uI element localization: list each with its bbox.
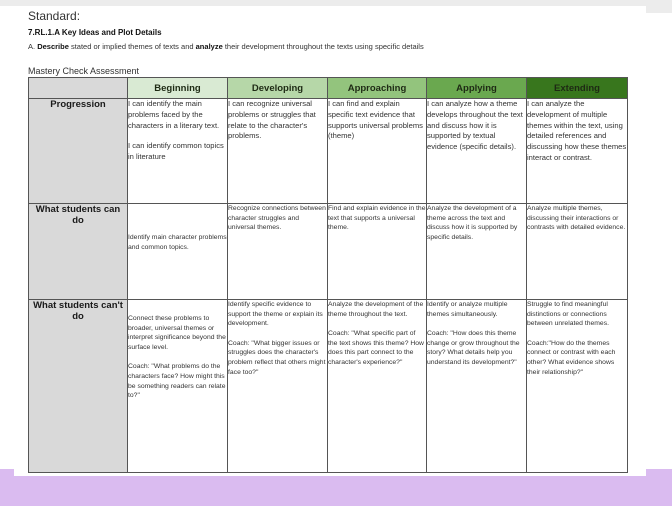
cell-text: I can analyze the development of multiple themes within the text, using detailed references and discussing how these themes interact or contrast. — [527, 99, 627, 162]
cell-text: I can analyze how a theme develops throughout the text and discuss how it is supported by textual evidence (specific details). — [427, 99, 523, 152]
cell-cant-do-approaching — [328, 300, 427, 473]
cell-text: Find and explain evidence in the text that supports a universal theme. — [328, 205, 426, 232]
description-verb-describe: Describe — [37, 42, 69, 51]
column-header-approaching: Approaching — [328, 78, 427, 99]
column-header-beginning: Beginning — [128, 78, 228, 99]
cell-progression-extending — [527, 99, 628, 204]
coach-prompt: Coach: "What bigger issues or struggles does the character's problem reflect that others might face too?" — [228, 339, 326, 376]
cell-can-do-developing — [228, 204, 328, 300]
description-end: their development throughout the texts using specific details — [224, 42, 424, 51]
column-header-developing: Developing — [228, 78, 328, 99]
cell-progression-approaching — [328, 99, 427, 204]
mastery-rubric-table — [28, 77, 628, 473]
cell-text: I can recognize universal problems or struggles that relate to the character's problems. — [228, 99, 316, 141]
cell-text: I can find and explain specific text evidence that supports universal problems (theme) — [328, 99, 423, 141]
column-header-applying: Applying — [427, 78, 527, 99]
cell-text: Analyze the development of a theme across the text and discuss how it is supported by specific details. — [427, 205, 518, 241]
top-background-strip — [0, 0, 672, 6]
column-header-extending: Extending — [527, 78, 628, 99]
cell-text: Identify main character problems and common topics. — [128, 233, 227, 251]
cell-progression-applying — [427, 99, 527, 204]
description-verb-analyze: analyze — [195, 42, 223, 51]
top-right-background — [646, 0, 672, 13]
coach-prompt: Coach: "What specific part of the text shows this theme? How does this part connect to the character's experience?" — [328, 330, 424, 366]
cell-text: I can identify the main problems faced by the characters in a literary text. — [128, 99, 220, 130]
cell-can-do-approaching — [328, 204, 427, 300]
cell-text: Analyze multiple themes, discussing their interactions or contrasts with detailed evidence. — [527, 205, 626, 232]
cell-cant-do-developing — [228, 300, 328, 473]
row-label-can-do: What students can do — [29, 204, 128, 300]
cell-can-do-applying — [427, 204, 527, 300]
cell-text: Identify specific evidence to support the theme or explain its development. — [228, 301, 323, 328]
row-label-progression: Progression — [29, 99, 128, 204]
cell-can-do-extending — [527, 204, 628, 300]
cell-can-do-beginning — [128, 204, 228, 300]
description-prefix: A. — [28, 42, 36, 51]
standard-label: Standard: — [28, 9, 81, 23]
cell-text: I can identify common topics in literature — [128, 141, 224, 162]
cell-progression-developing — [228, 99, 328, 204]
cell-cant-do-extending — [527, 300, 628, 473]
table-row-can-do — [29, 204, 628, 300]
cell-text: Identify or analyze multiple themes simultaneously. — [427, 301, 508, 318]
assessment-title: Mastery Check Assessment — [28, 66, 140, 76]
coach-prompt: Coach: "What problems do the characters face? How might this be something readers can relate to?" — [128, 363, 226, 400]
standard-header — [28, 8, 628, 77]
rubric-header-row — [29, 78, 628, 99]
coach-prompt: Coach: "How does this theme change or grow throughout the story? What details help you understand its development?" — [427, 330, 520, 366]
row-label-cant-do: What students can't do — [29, 300, 128, 473]
coach-prompt: Coach:"How do the themes connect or contrast with each other? What evidence shows their relationship?" — [527, 339, 616, 376]
cell-text: Recognize connections between character struggles and universal themes. — [228, 205, 326, 232]
table-row-progression — [29, 99, 628, 204]
standard-description — [28, 41, 628, 53]
cell-cant-do-applying — [427, 300, 527, 473]
header-corner-cell — [29, 78, 128, 99]
cell-text: Struggle to find meaningful distinctions or connections between unrelated themes. — [527, 301, 609, 328]
cell-cant-do-beginning — [128, 300, 228, 473]
cell-text: Analyze the development of the theme throughout the text. — [328, 301, 424, 318]
standard-code: 7.RL.1.A Key Ideas and Plot Details — [28, 28, 162, 37]
description-middle: stated or implied themes of texts and — [70, 42, 194, 51]
table-row-cant-do — [29, 300, 628, 473]
cell-progression-beginning — [128, 99, 228, 204]
cell-text: Connect these problems to broader, universal themes or interpret significance beyond the surface level. — [128, 315, 226, 351]
